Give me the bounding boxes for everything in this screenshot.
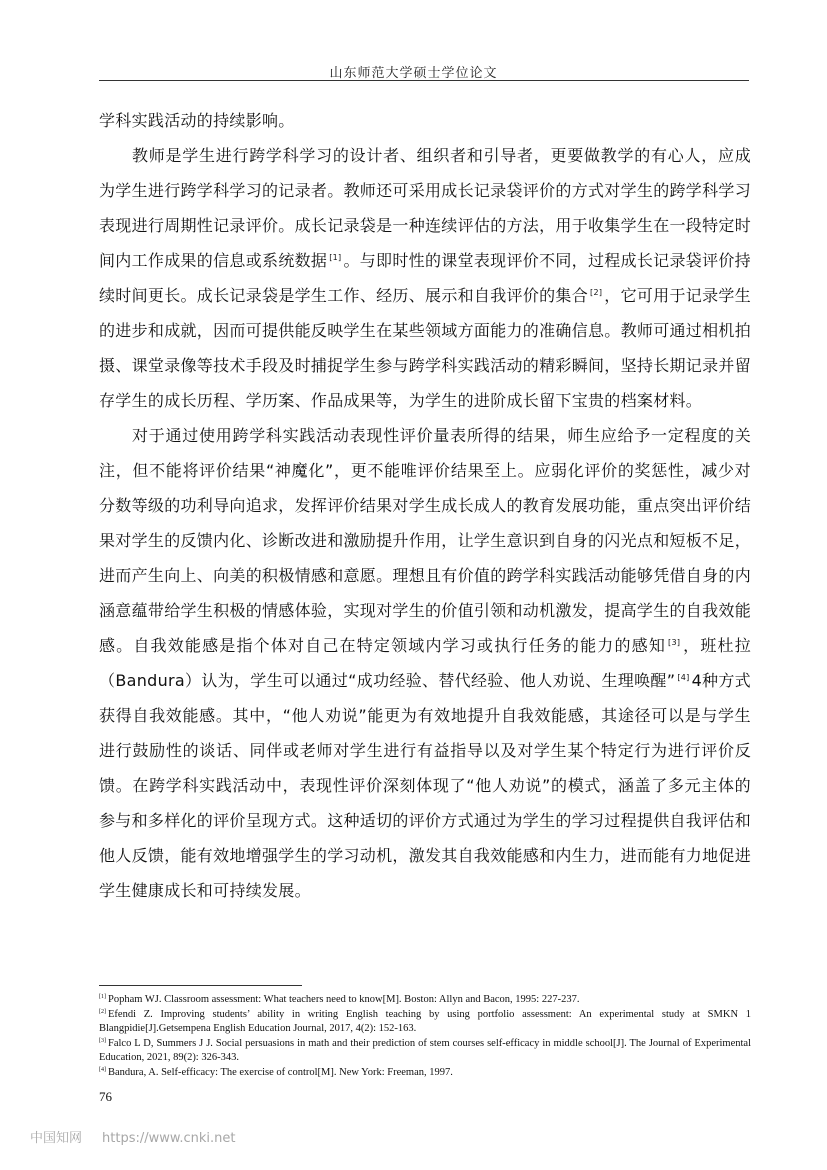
paragraph-2-part-b: 。与即时性的课堂表现评价不同，过程成长记录袋评价持续时间更长。成长记录袋是学生工作、经历、展示和自我评价的集合 — [99, 251, 751, 305]
citation-4[interactable]: [4] — [677, 673, 690, 682]
paragraph-3 — [99, 418, 751, 908]
body-text — [99, 103, 751, 908]
watermark — [30, 1127, 235, 1146]
footnote — [99, 1066, 751, 1081]
footnote-text: Bandura, A. Self-efficacy: The exercise of control[M]. New York: Freeman, 1997. — [108, 1066, 453, 1078]
paragraph-2-part-c: ，它可用于记录学生的进步和成就，因而可提供能反映学生在某些领域方面能力的准确信息。教师可通过相机拍摄、课堂录像等技术手段及时捕捉学生参与跨学科实践活动的精彩瞬间，坚持长期记录并留存学生的成长历程、学历案、作品成果等，为学生的进阶成长留下宝贵的档案材料。 — [99, 286, 752, 410]
footnote-number: [4] — [99, 1066, 106, 1073]
footnote — [99, 1037, 751, 1066]
paragraph-2-part-a: 教师是学生进行跨学科学习的设计者、组织者和引导者，更要做教学的有心人，应成为学生进行跨学科学习的记录者。教师还可采用成长记录袋评价的方式对学生的跨学科学习表现进行周期性记录评价。成长记录袋是一种连续评估的方法，用于收集学生在一段特定时间内工作成果的信息或系统数据 — [99, 146, 752, 270]
paragraph-3-part-c: 4种方式获得自我效能感。其中，“他人劝说”能更为有效地提升自我效能感，其途径可以是与学生进行鼓励性的谈话、同伴或老师对学生进行有益指导以及对学生某个特定行为进行评价反馈。在跨学科实践活动中，表现性评价深刻体现了“他人劝说”的模式，涵盖了多元主体的参与和多样化的评价呈现方式。这种适切的评价方式通过为学生的学习过程提供自我评估和他人反馈，能有效地增强学生的学习动机，激发其自我效能感和内生力，进而能有力地促进学生健康成长和可持续发展。 — [99, 671, 752, 900]
paragraph-3-part-b: ，班杜拉（Bandura）认为，学生可以通过“成功经验、替代经验、他人劝说、生理唤醒” — [99, 636, 751, 690]
footnote-number: [2] — [99, 1008, 106, 1015]
footnote-rule — [99, 985, 302, 986]
footnote-number: [3] — [99, 1037, 106, 1044]
citation-2[interactable]: [2] — [590, 288, 603, 297]
watermark-site: 中国知网 — [30, 1131, 83, 1146]
footnotes — [99, 993, 751, 1080]
citation-3[interactable]: [3] — [668, 638, 681, 647]
footnote-text: Popham WJ. Classroom assessment: What teachers need to know[M]. Boston: Allyn and Bacon, 1995: 227-237. — [108, 994, 580, 1005]
paragraph-1: 学科实践活动的持续影响。 — [99, 111, 295, 130]
page-number: 76 — [99, 1089, 112, 1104]
footnote — [99, 1008, 751, 1037]
paragraph-2 — [99, 138, 751, 418]
citation-1[interactable]: [1] — [329, 253, 342, 262]
watermark-url[interactable]: https://www.cnki.net — [102, 1131, 236, 1146]
paragraph-3-part-a: 对于通过使用跨学科实践活动表现性评价量表所得的结果，师生应给予一定程度的关注，但不能将评价结果“神魔化”，更不能唯评价结果至上。应弱化评价的奖惩性，减少对分数等级的功利导向追求，发挥评价结果对学生成长成人的教育发展功能，重点突出评价结果对学生的反馈内化、诊断改进和激励提升作用，让学生意识到自身的闪光点和短板不足，进而产生向上、向美的积极情感和意愿。理想且有价值的跨学科实践活动能够凭借自身的内涵意蕴带给学生积极的情感体验，实现对学生的价值引领和动机激发，提高学生的自我效能感。自我效能感是指个体对自己在特定领域内学习或执行任务的能力的感知 — [99, 426, 752, 655]
footnote-text: Efendi Z. Improving students’ ability in writing English teaching by using portfolio assessment: An experimental study at SMKN 1 Blangpidie[J].Getsempena English Education Journal, 2017, 4(2): 152-163. — [99, 1008, 751, 1034]
running-header: 山东师范大学硕士学位论文 — [329, 66, 498, 81]
header-rule — [99, 80, 749, 81]
footnote-number: [1] — [99, 994, 106, 1000]
footnote — [99, 993, 751, 1008]
footnote-text: Falco L D, Summers J J. Social persuasions in math and their prediction of stem courses self-efficacy in middle school[J]. The Journal of Experimental Education, 2021, 89(2): 326-343. — [99, 1037, 751, 1063]
